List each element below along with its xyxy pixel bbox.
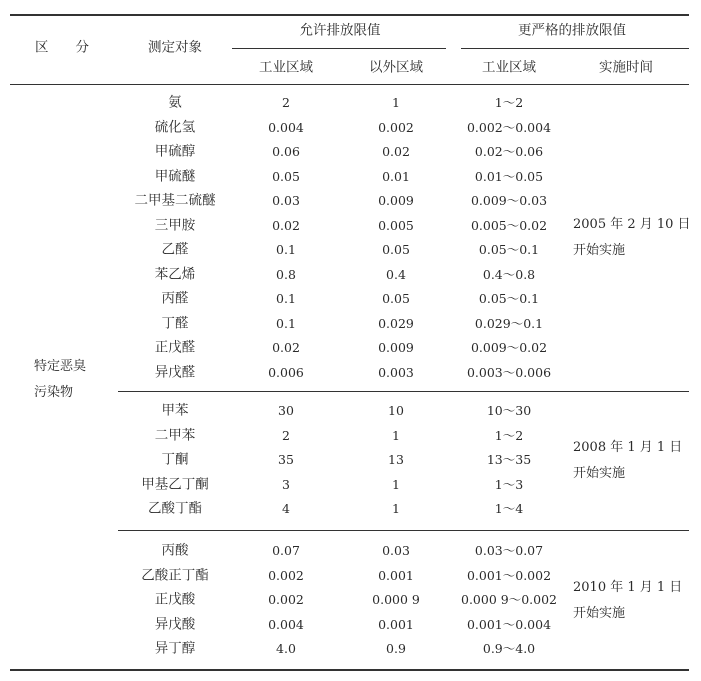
cell-ind: 35 bbox=[278, 451, 294, 467]
group1-time-date: 2005 年 2 月 10 日 bbox=[573, 217, 691, 232]
cell-other: 0.4 bbox=[386, 266, 406, 282]
cell-strict: 1～3 bbox=[494, 476, 524, 492]
cell-other: 0.002 bbox=[378, 119, 414, 135]
cell-ind: 0.1 bbox=[276, 290, 296, 306]
cell-ind: 3 bbox=[282, 476, 290, 492]
cell-strict: 0.009～0.02 bbox=[470, 339, 548, 355]
cell-name: 丁酮 bbox=[161, 451, 189, 468]
cell-other: 0.009 bbox=[378, 339, 414, 355]
cell-ind: 2 bbox=[282, 94, 290, 110]
bottom-rule bbox=[10, 669, 689, 671]
cell-strict: 0.9～4.0 bbox=[482, 640, 536, 656]
cell-name: 正戊酸 bbox=[154, 591, 196, 608]
header-bottom-rule bbox=[10, 84, 689, 85]
cell-other: 0.9 bbox=[386, 640, 406, 656]
cell-ind: 0.05 bbox=[272, 168, 300, 184]
cell-name: 异戊酸 bbox=[154, 615, 196, 632]
cell-name: 二甲基二硫醚 bbox=[134, 192, 216, 209]
cell-other: 0.000 9 bbox=[372, 591, 420, 607]
header-object: 测定对象 bbox=[148, 39, 202, 56]
cell-other: 10 bbox=[388, 402, 404, 418]
cell-strict: 0.001～0.004 bbox=[466, 616, 552, 632]
cell-name: 甲硫醚 bbox=[154, 167, 196, 184]
cell-strict: 0.003～0.006 bbox=[466, 364, 552, 380]
group2-time-date: 2008 年 1 月 1 日 bbox=[573, 440, 683, 455]
district-label-line2: 污染物 bbox=[34, 385, 74, 400]
group3-time-date: 2010 年 1 月 1 日 bbox=[573, 580, 683, 595]
cell-name: 甲硫醇 bbox=[154, 143, 196, 160]
cell-ind: 0.002 bbox=[268, 591, 304, 607]
cell-other: 0.009 bbox=[378, 192, 414, 208]
cell-ind: 0.07 bbox=[272, 542, 300, 558]
group2-divider bbox=[118, 530, 689, 531]
cell-name: 丙醛 bbox=[161, 290, 189, 307]
cell-name: 氨 bbox=[168, 94, 182, 111]
cell-strict: 0.03～0.07 bbox=[474, 542, 544, 558]
cell-strict: 1～2 bbox=[494, 427, 524, 443]
cell-name: 二甲苯 bbox=[154, 426, 196, 443]
cell-strict: 0.005～0.02 bbox=[470, 217, 548, 233]
cell-strict: 0.4～0.8 bbox=[482, 266, 536, 282]
group1-time-note: 开始实施 bbox=[573, 243, 626, 258]
cell-other: 0.001 bbox=[378, 616, 414, 632]
cell-strict: 0.000 9～0.002 bbox=[461, 591, 557, 607]
cell-strict: 0.029～0.1 bbox=[474, 315, 544, 331]
group1-divider bbox=[118, 391, 689, 392]
cell-strict: 0.05～0.1 bbox=[478, 241, 540, 257]
cell-name: 甲苯 bbox=[161, 402, 189, 419]
cell-ind: 0.02 bbox=[272, 217, 300, 233]
header-industrial: 工业区域 bbox=[259, 59, 313, 76]
cell-other: 0.01 bbox=[382, 168, 410, 184]
cell-other: 0.02 bbox=[382, 143, 410, 159]
cell-other: 13 bbox=[388, 451, 404, 467]
cell-strict: 0.009～0.03 bbox=[470, 192, 548, 208]
cell-strict: 0.05～0.1 bbox=[478, 290, 540, 306]
cell-other: 0.003 bbox=[378, 364, 414, 380]
cell-ind: 4.0 bbox=[276, 640, 296, 656]
cell-ind: 0.06 bbox=[272, 143, 300, 159]
header-industrial-strict: 工业区域 bbox=[482, 59, 536, 76]
cell-ind: 30 bbox=[278, 402, 294, 418]
cell-name: 丁醛 bbox=[161, 314, 189, 331]
cell-ind: 2 bbox=[282, 427, 290, 443]
cell-strict: 1～2 bbox=[494, 94, 524, 110]
cell-ind: 0.03 bbox=[272, 192, 300, 208]
cell-other: 0.005 bbox=[378, 217, 414, 233]
cell-ind: 0.02 bbox=[272, 339, 300, 355]
header-district: 区 分 bbox=[35, 39, 89, 56]
cell-ind: 0.8 bbox=[276, 266, 296, 282]
cell-name: 甲基乙丁酮 bbox=[141, 475, 209, 492]
cell-ind: 0.1 bbox=[276, 241, 296, 257]
group2-time bbox=[573, 435, 682, 487]
cell-name: 乙酸丁酯 bbox=[148, 500, 202, 517]
cell-ind: 0.002 bbox=[268, 567, 304, 583]
header-time: 实施时间 bbox=[599, 59, 653, 76]
cell-other: 1 bbox=[392, 476, 400, 492]
district-label-line1: 特定恶臭 bbox=[34, 359, 87, 374]
cell-other: 0.029 bbox=[378, 315, 414, 331]
cell-name: 三甲胺 bbox=[154, 216, 196, 233]
cell-other: 0.05 bbox=[382, 290, 410, 306]
group3-time-note: 开始实施 bbox=[573, 606, 626, 621]
cell-other: 0.001 bbox=[378, 567, 414, 583]
cell-ind: 0.004 bbox=[268, 119, 304, 135]
cell-name: 硫化氢 bbox=[154, 118, 196, 135]
header-stricter: 更严格的排放限值 bbox=[518, 22, 626, 39]
cell-ind: 4 bbox=[282, 500, 290, 516]
cell-other: 0.03 bbox=[382, 542, 410, 558]
cell-name: 异戊醛 bbox=[154, 363, 196, 380]
header-other: 以外区域 bbox=[369, 59, 423, 76]
cell-name: 苯乙烯 bbox=[154, 265, 196, 282]
stricter-underline bbox=[461, 48, 689, 49]
group3-time bbox=[573, 575, 682, 627]
cell-other: 1 bbox=[392, 94, 400, 110]
cell-name: 乙醛 bbox=[161, 241, 189, 258]
cell-strict: 1～4 bbox=[494, 500, 524, 516]
cell-strict: 0.02～0.06 bbox=[474, 143, 544, 159]
cell-ind: 0.006 bbox=[268, 364, 304, 380]
cell-name: 丙酸 bbox=[161, 542, 189, 559]
cell-name: 乙酸正丁酯 bbox=[141, 566, 209, 583]
cell-other: 0.05 bbox=[382, 241, 410, 257]
group1-time bbox=[573, 212, 691, 264]
cell-name: 正戊醛 bbox=[154, 339, 196, 356]
header-allowed: 允许排放限值 bbox=[299, 22, 381, 39]
cell-ind: 0.004 bbox=[268, 616, 304, 632]
cell-strict: 10～30 bbox=[486, 402, 532, 418]
cell-name: 异丁醇 bbox=[154, 640, 196, 657]
allowed-underline bbox=[232, 48, 446, 49]
cell-strict: 0.001～0.002 bbox=[466, 567, 552, 583]
district-label bbox=[34, 354, 86, 406]
cell-other: 1 bbox=[392, 500, 400, 516]
cell-strict: 0.01～0.05 bbox=[474, 168, 544, 184]
cell-strict: 13～35 bbox=[486, 451, 532, 467]
cell-ind: 0.1 bbox=[276, 315, 296, 331]
cell-other: 1 bbox=[392, 427, 400, 443]
top-rule bbox=[10, 14, 689, 16]
cell-strict: 0.002～0.004 bbox=[466, 119, 552, 135]
group2-time-note: 开始实施 bbox=[573, 466, 626, 481]
